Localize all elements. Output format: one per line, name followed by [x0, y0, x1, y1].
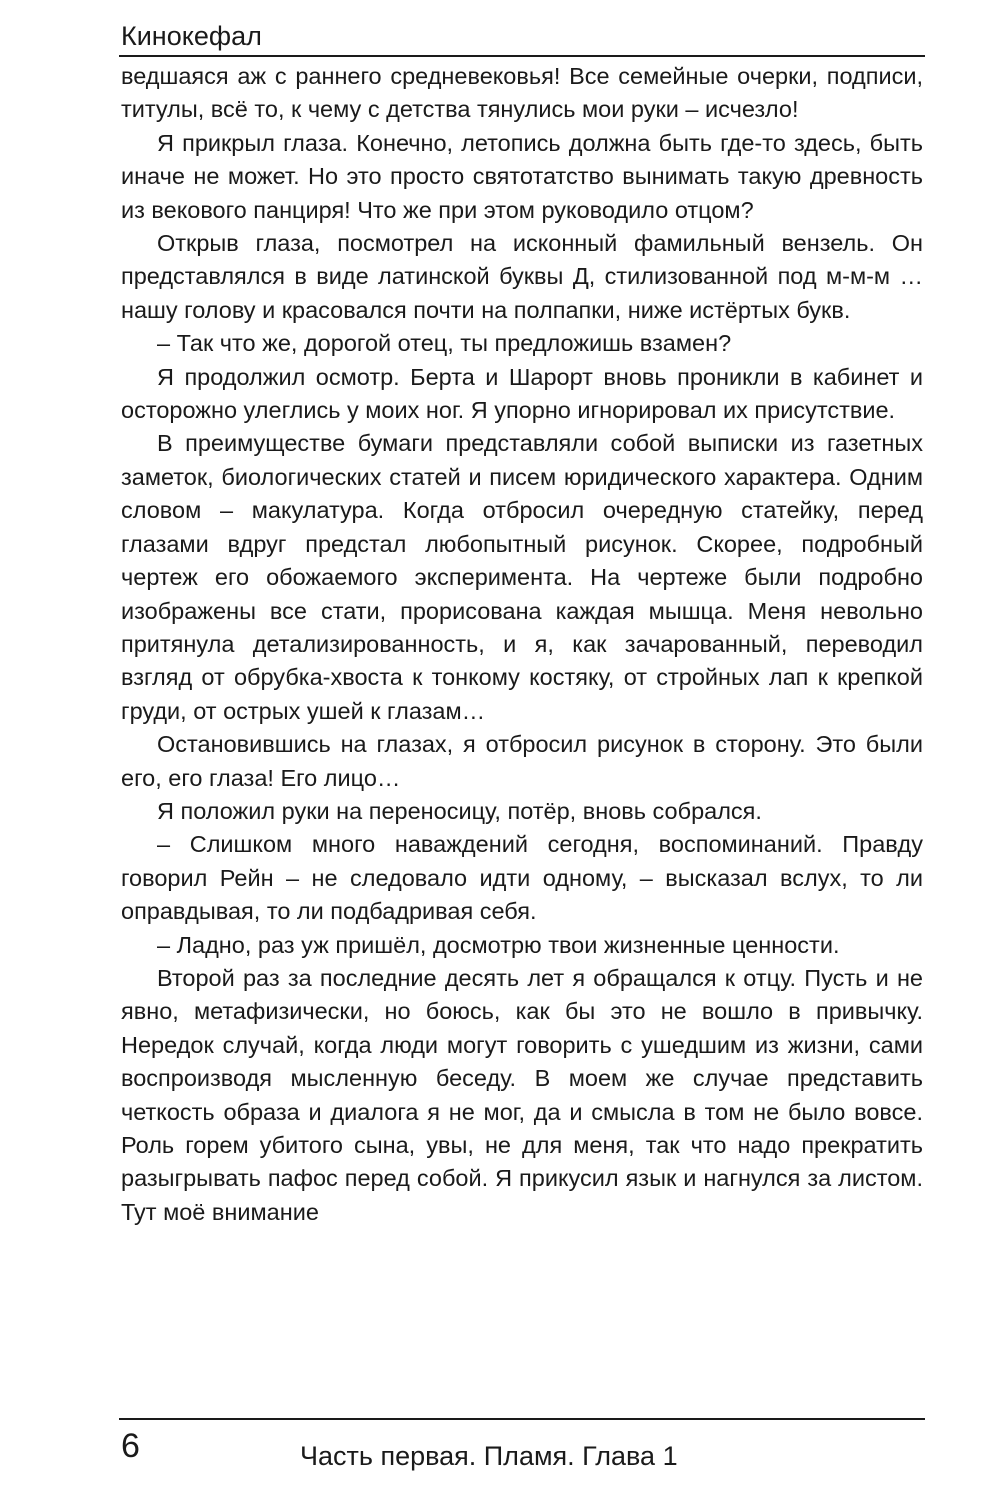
- paragraph: – Ладно, раз уж пришёл, досмотрю твои жизненные ценности.: [157, 931, 840, 958]
- paragraph: – Так что же, дорогой отец, ты предложишь взамен?: [157, 330, 732, 357]
- page-number: 6: [121, 1427, 140, 1465]
- running-header-title: Кинокефал: [121, 21, 262, 51]
- paragraph: Я положил руки на переносицу, потёр, вновь собрался.: [157, 797, 762, 824]
- paragraph: Я прикрыл глаза. Конечно, летопись должна быть где-то здесь, быть иначе не может. Но это просто святотатство вынимать такую древность из векового панциря! Что же при этом руководило отцом?: [121, 129, 923, 223]
- paragraph: – Слишком много наваждений сегодня, воспоминаний. Правду говорил Рейн – не следовало идти одному, – высказал вслух, то ли оправдывая, то ли подбадривая себя.: [121, 831, 923, 925]
- paragraph: Я продолжил осмотр. Берта и Шарорт вновь проникли в кабинет и осторожно улеглись у моих ног. Я упорно игнорировал их присутствие.: [121, 363, 923, 424]
- paragraph: В преимуществе бумаги представляли собой выписки из газетных заметок, биологических статей и писем юридического характера. Одним словом – макулатура. Когда отбросил очередную статейку, перед глазами вдруг предстал любопытный рисунок. Скорее, подробный чертеж его обожаемого эксперимента. На чертеже были подробно изображены все стати, прорисована каждая мышца. Меня невольно притянула детализированность, и я, как зачарованный, переводил взгляд от обрубка-хвоста к тонкому костяку, от стройных лап к крепкой груди, от острых ушей к глазам…: [121, 430, 923, 724]
- paragraph: ведшаяся аж с раннего средневековья! Все семейные очерки, подписи, титулы, всё то, к чему с детства тянулись мои руки – исчезло!: [121, 63, 923, 123]
- page-body: [121, 60, 923, 1229]
- header-divider: [119, 55, 925, 57]
- paragraph: Второй раз за последние десять лет я обращался к отцу. Пусть и не явно, метафизически, но боюсь, как бы это не вошло в привычку. Нередок случай, когда люди могут говорить с ушедшим из жизни, сами воспроизводя мысленную беседу. В моем же случае представить четкость образа и диалога я не мог, да и смысла в том не было вовсе. Роль горем убитого сына, увы, не для меня, так что надо прекратить разыгрывать пафос перед собой. Я прикусил язык и нагнулся за листом. Тут моё внимание: [121, 964, 923, 1225]
- paragraph: Остановившись на глазах, я отбросил рисунок в сторону. Это были его, его глаза! Его лицо…: [121, 731, 923, 791]
- footer-divider: [119, 1418, 925, 1420]
- paragraph: Открыв глаза, посмотрел на исконный фамильный вензель. Он представлялся в виде латинской буквы Д, стилизованной под м-м-м … нашу голову и красовался почти на полпапки, ниже истёртых букв.: [121, 230, 923, 323]
- running-footer-title: Часть первая. Пламя. Глава 1: [300, 1441, 678, 1471]
